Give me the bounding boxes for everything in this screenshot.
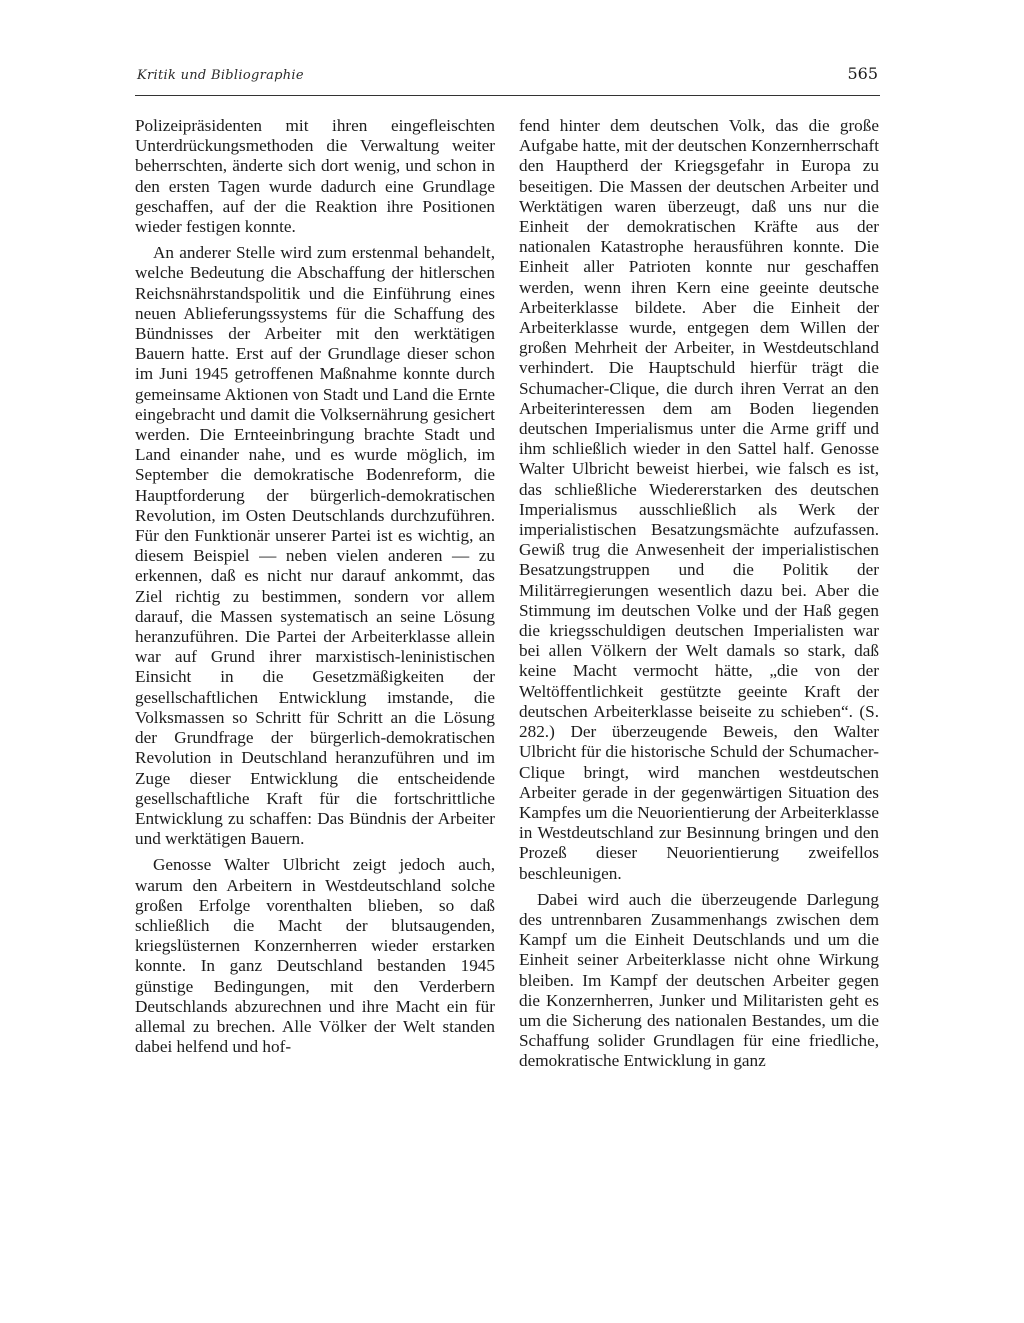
paragraph: fend hinter dem deutschen Volk, das die große Aufgabe hatte, mit der deutschen Konzernherrschaft den Hauptherd der Kriegsgefahr in Europa zu beseitigen. Die Massen der deutschen Arbeiter und Werktätigen waren überzeugt, daß uns nur die Einheit der demokratischen Kräfte aus der nationalen Katastrophe herausführen konnte. Die Einheit aller Patrioten konnte nur geschaffen werden, wenn ihren Kern eine geeinte deutsche Arbeiterklasse bildete. Aber die Einheit der Arbeiterklasse wurde, entgegen dem Willen der großen Mehrheit der Arbeiter, in Westdeutschland verhindert. Die Hauptschuld hierfür trägt die Schumacher-Clique, die durch ihren Verrat an den Arbeiterinteressen dem am Boden liegenden deutschen Imperialismus unter die Arme griff und ihm schließlich wieder in den Sattel half. Genosse Walter Ulbricht beweist hierbei, wie falsch es ist, das schließliche Wiedererstarken des deutschen Imperialismus ausschließlich als Werk der imperialistischen Besatzungsmächte aufzufassen. Gewiß trug die Anwesenheit der imperialistischen Besatzungstruppen und die Politik der Militärregierungen wesentlich dazu bei. Aber die Stimmung im deutschen Volke und der Haß gegen die kriegsschuldigen deutschen Imperialisten war bei allen Völkern der Welt damals so stark, daß keine Macht vermocht hätte, „die von der Weltöffentlichkeit gestützte geeinte Kraft der deutschen Arbeiterklasse beiseite zu schieben“. (S. 282.) Der überzeugende Beweis, den Walter Ulbricht für die historische Schuld der Schumacher-Clique bringt, wird manchen westdeutschen Arbeiter gerade in der gegenwärtigen Situation des Kampfes um die Neuorientierung der Arbeiterklasse in Westdeutschland zur Besinnung bringen und den Prozeß dieser Neuorientierung zweifellos beschleunigen.	[519, 116, 879, 883]
paragraph: Genosse Walter Ulbricht zeigt jedoch auch, warum den Arbeitern in Westdeutschland solche großen Erfolge vorenthalten blieben, so daß schließlich die Macht der blutsaugenden, kriegslüsternen Konzernherren wieder erstarken konnte. In ganz Deutschland bestanden 1945 günstige Bedingungen, mit den Verderbern Deutschlands abzurechnen und ihre Macht ein für allemal zu brechen. Alle Völker der Welt standen dabei helfend und hof-	[135, 855, 495, 1057]
paragraph: An anderer Stelle wird zum erstenmal behandelt, welche Bedeutung die Abschaffung der hitlerschen Reichsnährstandspolitik und die Einführung eines neuen Ablieferungssystems für die Schaffung des Bündnisses der Arbeiter mit den werktätigen Bauern hatte. Erst auf der Grundlage dieser schon im Juni 1945 getroffenen Maßnahme konnte durch gemeinsame Aktionen von Stadt und Land die Ernte eingebracht und damit die Volksernährung gesichert werden. Die Ernteeinbringung brachte Stadt und Land einander nahe, und es wurde möglich, im September die demokratische Bodenreform, die Hauptforderung der bürgerlich-demokratischen Revolution, im Osten Deutschlands durchzuführen. Für den Funktionär unserer Partei ist es wichtig, an diesem Beispiel — neben vielen anderen — zu erkennen, daß es nicht nur darauf ankommt, das Ziel richtig zu bestimmen, sondern vor allem darauf, die Massen systematisch an seine Lösung heranzuführen. Die Partei der Arbeiterklasse allein war auf Grund ihrer marxistisch-leninistischen Einsicht in die Gesetzmäßigkeiten der gesellschaftlichen Entwicklung imstande, die Volksmassen so Schritt für Schritt an die Lösung der Grundfrage der bürgerlich-demokratischen Revolution in Deutschland heranzuführen und im Zuge dieser Entwicklung die entscheidende gesellschaftliche Kraft für die fortschrittliche Entwicklung zu schaffen: Das Bündnis der Arbeiter und werktätigen Bauern.	[135, 243, 495, 849]
running-head: Kritik und Bibliographie	[137, 68, 304, 83]
left-column	[135, 116, 495, 1057]
paragraph: Dabei wird auch die überzeugende Darlegung des untrennbaren Zusammenhangs zwischen dem Kampf um die Einheit Deutschlands und um die Einheit seiner Arbeiterklasse nicht ohne Wirkung bleiben. Im Kampf der deutschen Arbeiter gegen die Konzernherren, Junker und Militaristen geht es um die Sicherung des nationalen Bestandes, um die Schaffung solider Grundlagen für eine friedliche, demokratische Entwicklung in ganz	[519, 889, 879, 1071]
right-column	[519, 116, 879, 1072]
page-header	[135, 64, 880, 92]
paragraph: Polizeipräsidenten mit ihren eingefleischten Unterdrückungsmethoden die Verwaltung weiter beherrschten, änderte sich dort wenig, und schon in den ersten Tagen wurde dadurch eine Grundlage geschaffen, auf der die Reaktion ihre Positionen wieder festigen konnte.	[135, 116, 495, 237]
page-number: 565	[847, 64, 878, 83]
header-rule	[135, 95, 880, 96]
